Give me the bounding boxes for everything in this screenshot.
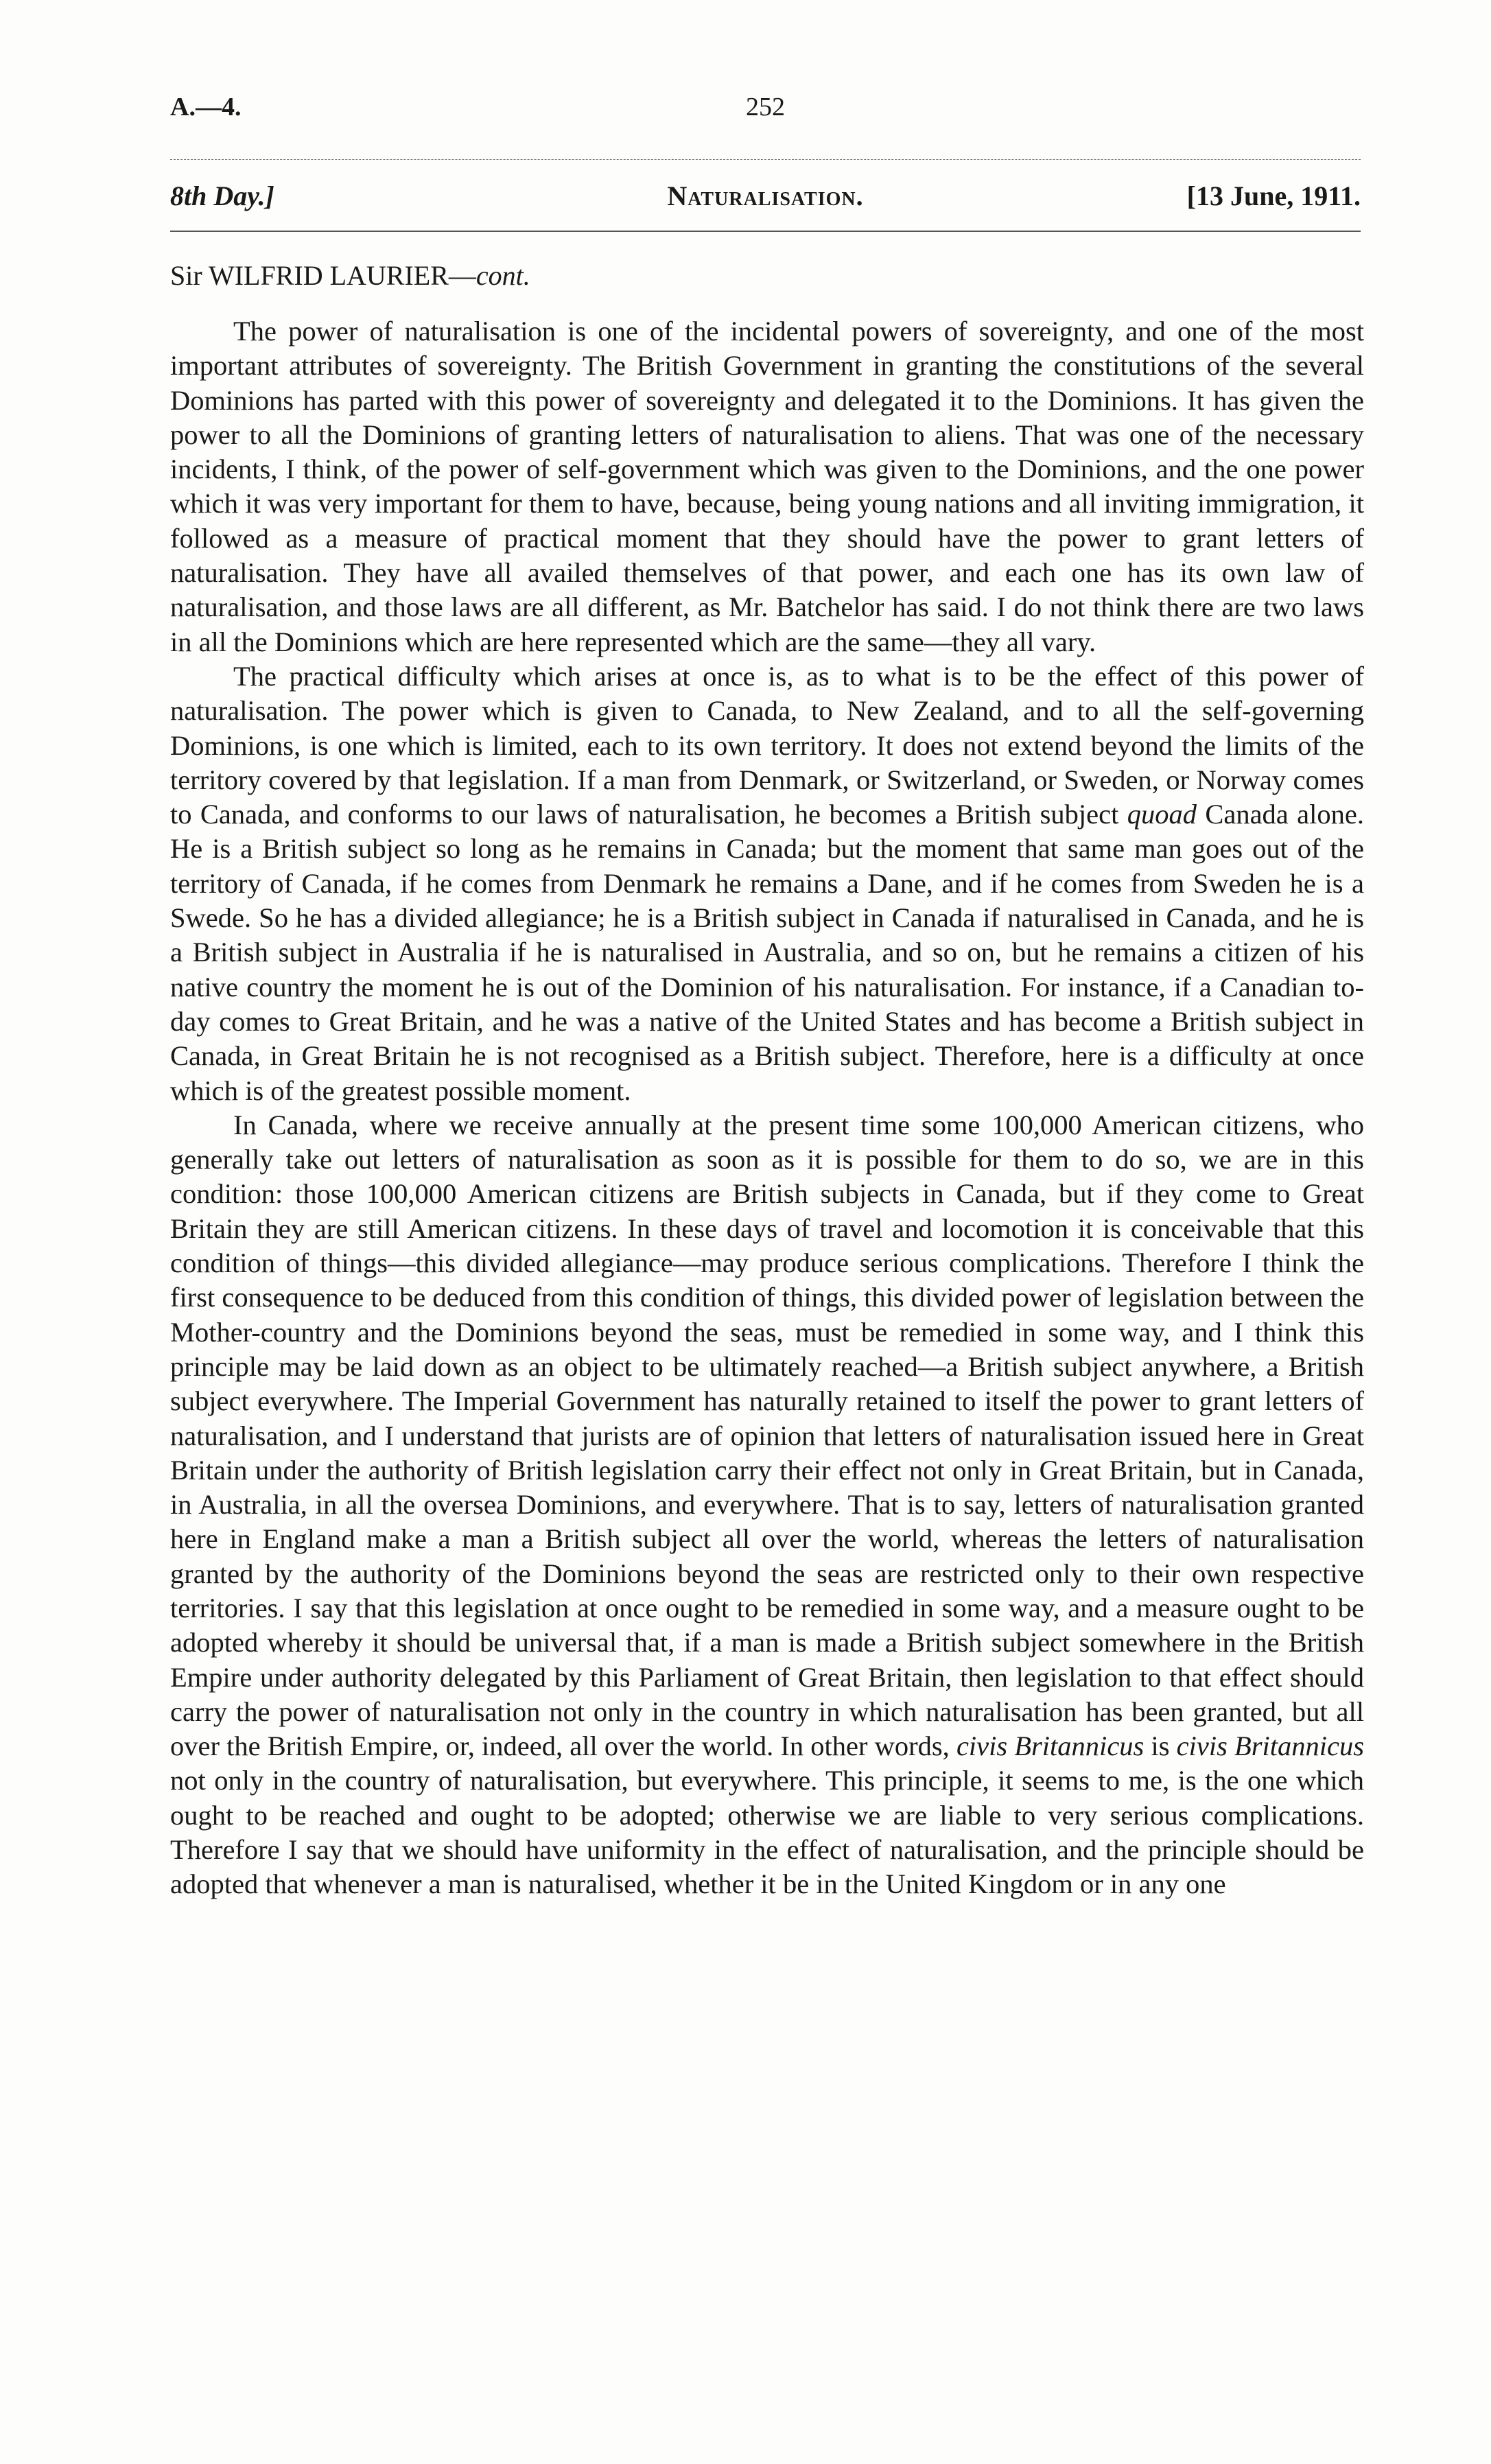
paragraph xyxy=(170,1108,1364,1902)
running-head xyxy=(170,180,1361,221)
section-subject: Naturalisation. xyxy=(667,180,864,211)
paragraph-text: Canada alone. He is a British subject so long as he remains in Canada; but the moment that same man goes out of the territory of Canada, if he comes from Denmark he remains a Dane, and if he comes from Sweden he is a Swede. So he has a divided allegiance; he is a British subject in Canada if naturalised in Canada, and he is a British subject in Australia if he is naturalised in Australia, and so on, but he remains a citizen of his native country the moment he is out of the Dominion of his naturalisation. For instance, if a Canadian to-day comes to Great Britain, and he was a native of the United States and has become a British subject in Canada, in Great Britain he is not recognised as a British subject. Therefore, here is a difficulty at once which is of the greatest possible moment. xyxy=(170,799,1364,1106)
sitting-day: 8th Day.] xyxy=(170,180,274,211)
speech-body xyxy=(170,314,1364,1902)
paragraph xyxy=(170,659,1364,1108)
top-line xyxy=(170,82,1361,121)
paragraph-text: is xyxy=(1144,1730,1177,1762)
speaker-continued-marker: cont. xyxy=(476,260,530,291)
speaker-heading xyxy=(170,259,530,292)
header-divider-bottom xyxy=(170,231,1361,232)
sitting-date: [13 June, 1911. xyxy=(1186,180,1361,211)
latin-term: civis Britannicus xyxy=(1176,1730,1365,1762)
latin-term: quoad xyxy=(1127,799,1197,830)
paragraph-text: The practical difficulty which arises at once is, as to what is to be the effect of this power of naturalisation. The power which is given to Canada, to New Zealand, and to all the self-governing Dominions, is one which is limited, each to its own territory. It does not extend beyond the limits of the territory covered by that legislation. If a man from Denmark, or Switzerland, or Sweden, or Norway comes to Canada, and conforms to our laws of naturalisation, he becomes a British subject xyxy=(170,660,1364,830)
header-divider-top xyxy=(170,159,1361,160)
latin-term: civis Britannicus xyxy=(956,1730,1144,1762)
paragraph-text: not only in the country of naturalisation, but everywhere. This principle, it seems to me, is the one which ought to be reached and ought to be adopted; otherwise we are liable to very serious complications. Therefore I say that we should have uniformity in the effect of naturalisation, and the principle should be adopted that whenever a man is naturalised, whether it be in the United Kingdom or in any one xyxy=(170,1765,1364,1900)
page-number: 252 xyxy=(746,93,785,121)
speaker-name: Sir WILFRID LAURIER— xyxy=(170,260,476,291)
paragraph-text: The power of naturalisation is one of the incidental powers of sovereignty, and one of the most important attributes of sovereignty. The British Government in granting the constitutions of the several Dominions has parted with this power of sovereignty and delegated it to the Dominions. It has given the power to all the Dominions of granting letters of naturalisation to aliens. That was one of the necessary incidents, I think, of the power of self-government which was given to the Dominions, and the one power which it was very important for them to have, because, being young nations and all inviting immigration, it followed as a measure of practical moment that they should have the power to grant letters of naturalisation. They have all availed themselves of that power, and each one has its own law of naturalisation, and those laws are all different, as Mr. Batchelor has said. I do not think there are two laws in all the Dominions which are here represented which are the same—they all vary. xyxy=(170,316,1364,657)
paragraph-text: In Canada, where we receive annually at the present time some 100,000 American citizens, who generally take out letters of naturalisation as soon as it is possible for them to do so, we are in this condition: those 100,000 American citizens are British subjects in Canada, but if they come to Great Britain they are still American citizens. In these days of travel and locomotion it is conceivable that this condition of things—this divided allegiance—may produce serious complications. Therefore I think the first consequence to be deduced from this condition of things, this divided power of legislation between the Mother-country and the Dominions beyond the seas, must be remedied in some way, and I think this principle may be laid down as an object to be ultimately reached—a British subject anywhere, a British subject everywhere. The Imperial Government has naturally retained to itself the power to grant letters of naturalisation, and I understand that jurists are of opinion that letters of naturalisation issued here in Great Britain under the authority of British legislation carry their effect not only in Great Britain, but in Canada, in Australia, in all the oversea Dominions, and everywhere. That is to say, letters of naturalisation granted here in England make a man a British subject all over the world, whereas the letters of naturalisation granted by the authority of the Dominions beyond the seas are restricted only to their own respective territories. I say that this legislation at once ought to be remedied in some way, and a measure ought to be adopted whereby it should be universal that, if a man is made a British subject somewhere in the British Empire under authority delegated by this Parliament of Great Britain, then legislation to that effect should carry the power of naturalisation not only in the country in which naturalisation has been granted, but all over the British Empire, or, indeed, all over the world. In other words, xyxy=(170,1109,1364,1762)
paragraph xyxy=(170,314,1364,659)
paper-reference-code: A.—4. xyxy=(170,93,242,121)
